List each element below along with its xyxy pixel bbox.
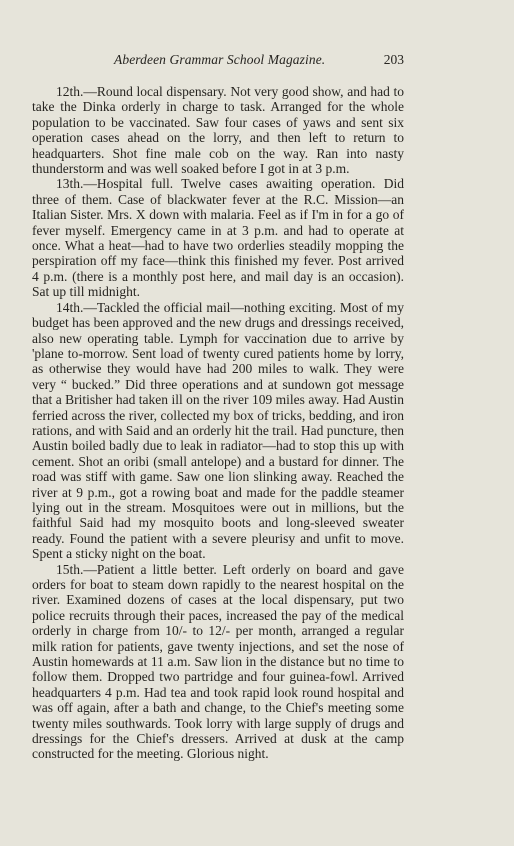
paragraph-13th: 13th.—Hospital full. Twelve cases awaiting operation. Did three of them. Case of blackwater fever at the R.C. Mission—an Italian Sister. Mrs. X down with malaria. Feel as if I'm in for a go of fever myself. Emergency came in at 3 p.m. and had to operate at once. What a heat—had to have two orderlies steadily mopping the perspiration off my face—think this finished my fever. Post arrived 4 p.m. (there is a monthly post here, and mail day is an occasion). Sat up till midnight. xyxy=(32,176,404,300)
header-title: Aberdeen Grammar School Magazine. xyxy=(114,52,326,67)
paragraph-14th: 14th.—Tackled the official mail—nothing exciting. Most of my budget has been approved and the new drugs and dressings received, also new operating table. Lymph for vaccination due to arrive by 'plane to-morrow. Sent load of twenty cured patients home by lorry, as otherwise they would have had 200 miles to walk. They were very “ bucked.” Did three operations and at sundown got message that a Britisher had taken ill on the river 109 miles away. Had Austin ferried across the river, collected my box of tricks, bedding, and iron rations, and with Said and an orderly hit the trail. Had puncture, then Austin boiled badly due to leak in radiator—had to stop this up with cement. Shot an oribi (small antelope) and a bustard for dinner. The road was stiff with game. Saw one lion slinking away. Reached the river at 9 p.m., got a rowing boat and made for the paddle steamer lying out in the stream. Mosquitoes were out in millions, but the faithful Said had my mosquito boots and long-sleeved sweater ready. Found the patient with a severe pleurisy and unfit to move. Spent a sticky night on the boat. xyxy=(32,299,404,562)
paragraph-15th: 15th.—Patient a little better. Left orderly on board and gave orders for boat to steam down rapidly to the nearest hospital on the river. Examined dozens of cases at the local dispensary, put two police recruits through their paces, increased the pay of the medical orderly in charge from 10/- to 12/- per month, arranged a regular milk ration for patients, gave twenty injections, and set the nose of Austin homewards at 11 a.m. Saw lion in the distance but no time to follow them. Dropped two partridge and four guinea-fowl. Arrived headquarters 4 p.m. Had tea and took rapid look round hospital and was off again, after a bath and change, to the Chief's meeting some twenty miles southwards. Took lorry with large supply of drugs and dressings for the Chief's dressers. Arrived at dusk at the camp constructed for the meeting. Glorious night. xyxy=(32,561,404,762)
paragraph-12th: 12th.—Round local dispensary. Not very good show, and had to take the Dinka orderly in charge to task. Arranged for the whole population to be vaccinated. Saw four cases of yaws and sent six operation cases ahead on the lorry, and then left to return to headquarters. Shot fine male cob on the way. Ran into nasty thunderstorm and was well soaked before I got in at 3 p.m. xyxy=(32,84,404,177)
page-number: 203 xyxy=(383,52,404,67)
running-head xyxy=(32,52,404,70)
body-text xyxy=(32,84,404,762)
